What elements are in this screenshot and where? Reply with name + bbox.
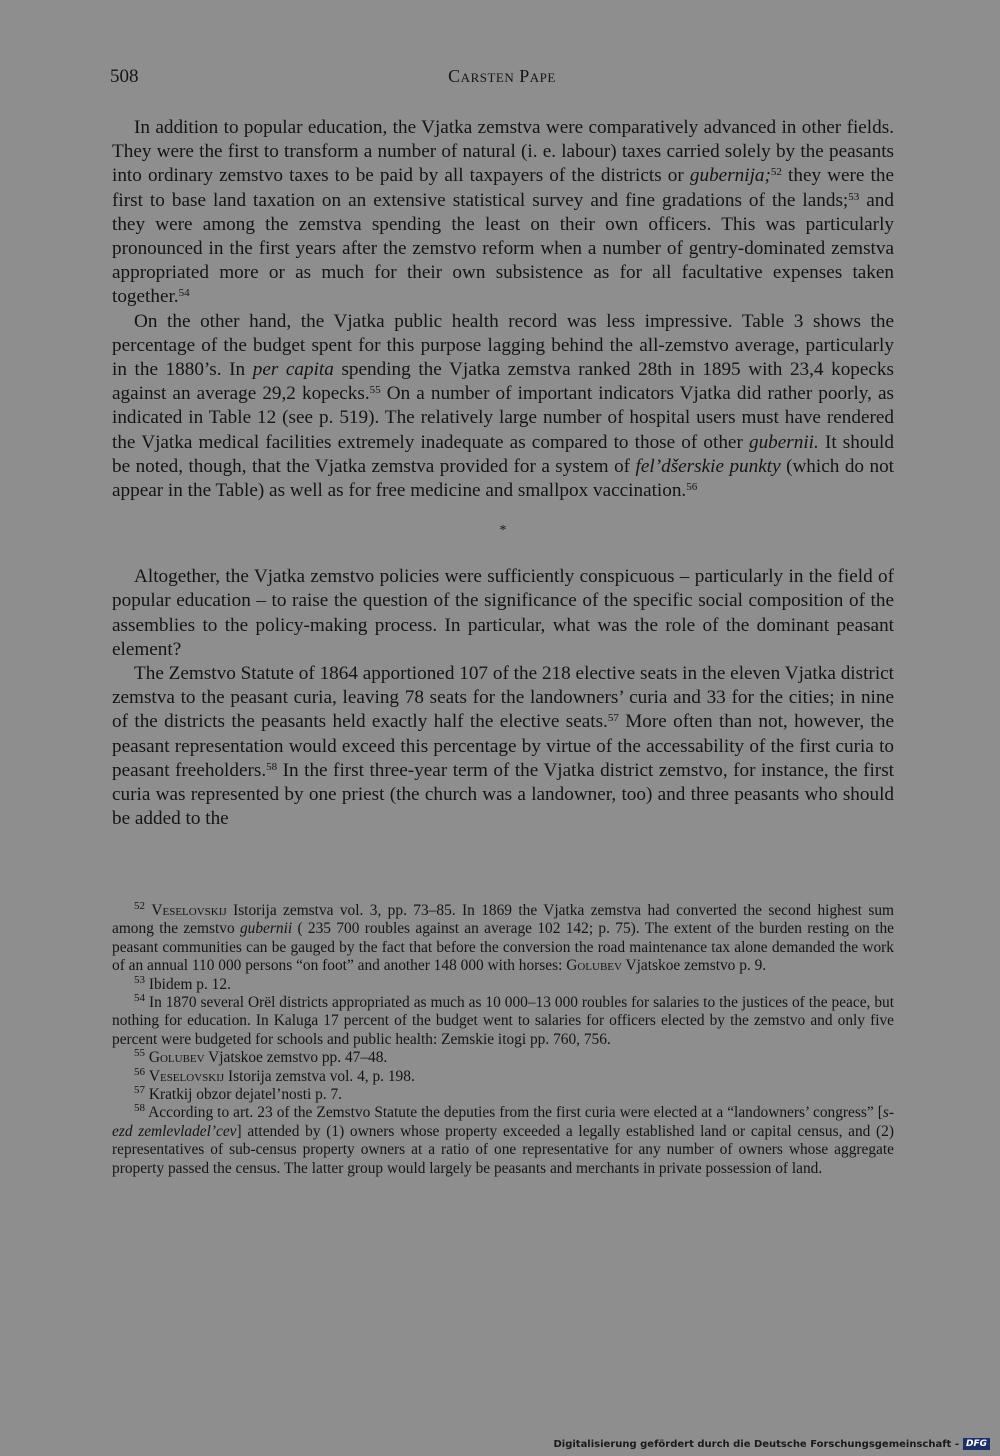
italic-term: gubernii.	[748, 431, 819, 453]
footnote-ref: 53	[848, 190, 860, 203]
footnote-ref: 54	[178, 287, 190, 300]
paragraph	[112, 310, 894, 504]
text-run: The Zemstvo Statute of 1864 apportioned 107 of the 218 elective seats in the eleven Vjatka district zemstva to the peasant curia, leaving 78 seats for the landowners’ curia and 33 for the cities; in nine of the districts the peasants held exactly half the elective seats.	[112, 663, 894, 733]
page-header	[110, 66, 894, 90]
footnote	[112, 973, 894, 994]
funding-notice: Digitalisierung gefördert durch die Deutsche Forschungsgemeinschaft -	[553, 1438, 959, 1450]
footnote	[112, 1086, 894, 1104]
text-run: Altogether, the Vjatka zemstvo policies were sufficiently conspicuous – particularly in the field of popular education – to raise the question of the significance of the specific social composition of the assemblies to the policy-making process. In particular, what was the role of the dominant peasant element?	[112, 566, 894, 660]
footnote	[112, 1104, 894, 1178]
author-name: Veselovskij	[148, 1067, 225, 1085]
section-separator	[112, 503, 894, 565]
footnote	[112, 1065, 894, 1086]
text-run: In the first three-year term of the Vjatka district zemstvo, for instance, the first curia was represented by one priest (the church was a landowner, too) and three peasants who should be added to the	[112, 759, 894, 830]
text-run: On a number of important indicators Vjatka did rather poorly, as indicated in Table 12 (see p. 519). The relatively large number of hospital users must have rendered the Vjatka medical facilities extremely inadequate as compared to those of other	[112, 383, 894, 453]
page-number: 508	[110, 66, 139, 87]
paragraph	[112, 565, 894, 662]
italic-term: gubernii	[239, 920, 293, 938]
italic-term: fel’dšerskie punkty	[635, 455, 781, 477]
footnote	[112, 994, 894, 1049]
footnote	[112, 902, 894, 976]
text-run: Istorija zemstva vol. 3, pp. 73–85. In 1869 the Vjatka zemstva had converted the second highest sum among the zemstvo	[112, 902, 894, 938]
author-name: Golubev	[566, 957, 622, 975]
text-run: and they were among the zemstva spending the least on their own officers. This was particularly pronounced in the first years after the zemstvo reform when a number of gentry-dominated zemstva appropriated more or as much for their own subsistence as for all facultative expenses taken together.	[112, 189, 894, 308]
paragraph	[112, 116, 894, 310]
text-run: On the other hand, the Vjatka public health record was less impressive. Table 3 shows the percentage of the budget spent for this purpose lagging behind the all-zemstvo average, particularly in the 1880’s. In	[112, 310, 894, 381]
dfg-footer	[553, 1436, 990, 1452]
footnote-number: 54	[134, 992, 145, 1005]
text-run: they were the first to base land taxation on an extensive statistical survey and fine gradations of the lands;	[112, 165, 894, 211]
footnote-number: 57	[134, 1084, 145, 1097]
text-run: Ibidem p. 12.	[145, 975, 231, 993]
text-run: ( 235 700 roubles against an average 102 142; p. 75). The extent of the burden resting on the peasant communities can be gauged by the fact that before the conversion the road maintenance tax alone demanded the work of an annual 110 000 persons “on foot” and another 148 000 with horses:	[112, 920, 894, 975]
footnote-ref: 55	[369, 384, 381, 397]
text-run: Kratkij obzor dejatel’nosti p. 7.	[145, 1086, 343, 1104]
footnote-ref: 57	[607, 712, 619, 725]
footnote	[112, 1049, 894, 1067]
footnote-number: 55	[134, 1047, 145, 1060]
italic-term: s-ezd zemlevladel’cev	[112, 1104, 894, 1140]
footnote-number: 52	[134, 900, 145, 912]
running-head: Carsten Pape	[448, 66, 556, 86]
text-run: According to art. 23 of the Zemstvo Statute the deputies from the first curia were elected at a “landowners’ congress” [	[145, 1104, 883, 1122]
footnotes	[112, 902, 894, 1178]
text-run: It should be noted, though, that the Vjatka zemstva provided for a system of	[112, 431, 894, 477]
text-run: Vjatskoe zemstvo p. 9.	[621, 957, 767, 975]
body-text	[112, 116, 894, 831]
text-run: Istorija zemstva vol. 4, p. 198.	[224, 1067, 415, 1085]
author-name: Veselovskij	[151, 902, 227, 919]
footnote-ref: 52	[770, 166, 782, 179]
text-run: Vjatskoe zemstvo pp. 47–48.	[204, 1049, 388, 1067]
italic-term: per capita	[252, 359, 334, 381]
text-run: (which do not appear in the Table) as well as for free medicine and smallpox vaccination.	[112, 455, 894, 502]
paragraph	[112, 662, 894, 831]
text-run: ] attended by (1) owners whose property exceeded a legally established land or capital census, and (2) representatives of sub-census property owners at a ratio of one representative for any number of owners whose aggregate property passed the census. The latter group would largely be peasants and merchants in private possession of land.	[112, 1122, 894, 1177]
footnote-number: 53	[134, 973, 145, 986]
text-run: More often than not, however, the peasant representation would exceed this percentage by virtue of the accessability of the first curia to peasant freeholders.	[112, 711, 894, 781]
footnote-number: 58	[134, 1102, 145, 1115]
footnote-ref: 56	[686, 481, 698, 494]
dfg-logo: DFG	[963, 1438, 990, 1450]
text-run: In addition to popular education, the Vjatka zemstva were comparatively advanced in other fields. They were the first to transform a number of natural (i. e. labour) taxes carried solely by the peasants into ordinary zemstvo taxes to be paid by all taxpayers of the districts or	[112, 117, 894, 187]
footnote-number: 56	[134, 1065, 145, 1078]
footnote-ref: 58	[266, 760, 278, 773]
italic-term: gubernija;	[689, 165, 771, 187]
asterisk-separator: *	[499, 523, 507, 539]
text-run: spending the Vjatka zemstva ranked 28th in 1895 with 23,4 kopecks against an average 29,2 kopecks.	[112, 359, 894, 405]
author-name: Golubev	[148, 1049, 205, 1067]
text-run: In 1870 several Orël districts appropriated as much as 10 000–13 000 roubles for salaries to the justices of the peace, but nothing for education. In Kaluga 17 percent of the budget went to salaries for officers elected by the zemstvo and only five percent were budgeted for schools and public health: Zemskie itogi pp. 760, 756.	[112, 994, 894, 1048]
